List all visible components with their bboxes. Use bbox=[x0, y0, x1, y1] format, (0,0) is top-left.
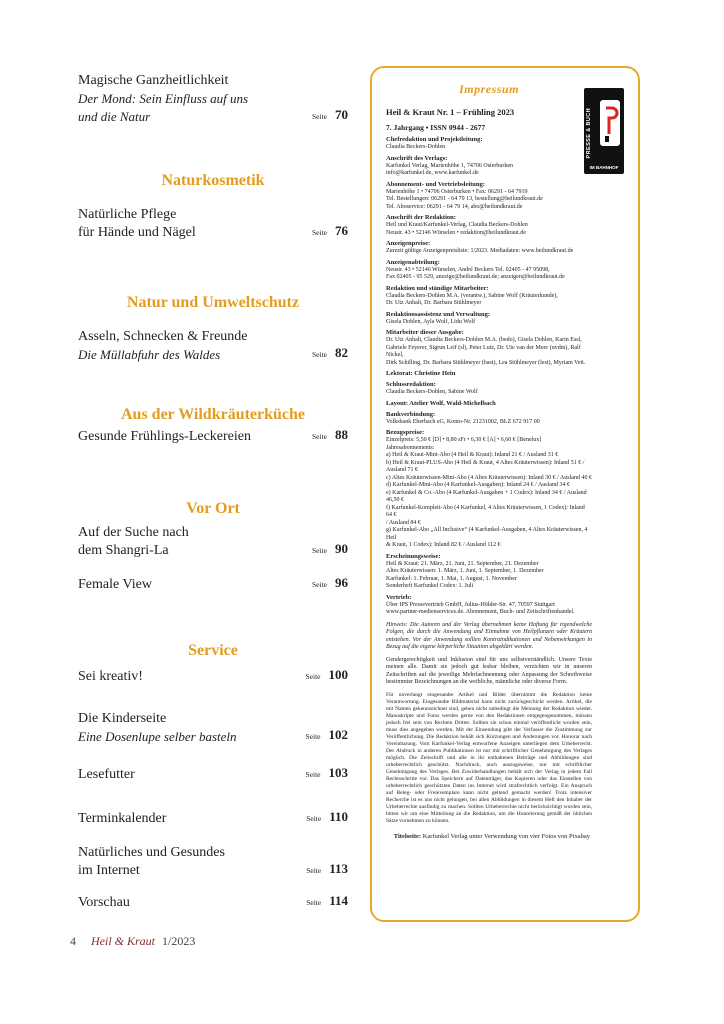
entry-subtitle: Eine Dosenlupe selber basteln bbox=[78, 729, 237, 744]
page-number: 88 bbox=[335, 427, 348, 442]
page-label: Seite bbox=[306, 866, 322, 875]
page-number: 82 bbox=[335, 345, 348, 360]
toc-entry[interactable] bbox=[78, 206, 348, 242]
page-reference bbox=[312, 222, 348, 242]
block-line: Heil & Kraut: 21. März, 21. Juni, 21. September, 21. Dezember bbox=[386, 560, 539, 567]
page-label: Seite bbox=[312, 432, 327, 441]
impressum-block bbox=[386, 181, 592, 212]
toc-entry[interactable] bbox=[78, 766, 348, 784]
section-heading: Vor Ort bbox=[186, 500, 240, 517]
entry-title: Terminkalender bbox=[78, 811, 167, 826]
impressum-block bbox=[386, 553, 592, 591]
page-label: Seite bbox=[312, 580, 327, 589]
block-line: Neustr. 43 • 52146 Würselen, André Beckers Tel. 02405 - 47 95098, bbox=[386, 266, 550, 273]
page-reference bbox=[312, 574, 348, 594]
gender-note: Gendergerechtigkeit und Inklusion sind für uns selbstverständlich. Unsere Texte meinen alle. Damit sie jedoch gut lesbar bleiben, verzichten wir in unseren Zeitschriften auf die jeweilige Mehrfachnennung oder Anpassung der Schreibweise bestimmter Bezeichnungen an die weibliche, männliche oder diverse Form. bbox=[386, 656, 592, 685]
block-line: g) Karfunkel-Abo „All Inclusive“ (4 Karfunkel-Ausgaben, 4 Altes Kräuterwissen, 4 Heil bbox=[386, 527, 588, 541]
entry-title: Auf der Suche nach bbox=[78, 525, 189, 540]
page-number: 114 bbox=[329, 893, 348, 908]
entry-title: Magische Ganzheitlichkeit bbox=[78, 73, 229, 88]
block-line: Jahresabonnements: bbox=[386, 444, 435, 451]
impressum-blocks bbox=[386, 136, 592, 617]
entry-title: Natürliches und Gesundes bbox=[78, 845, 225, 860]
logo-text: PRESSE & BUCH bbox=[586, 108, 592, 159]
impressum-block bbox=[386, 594, 592, 617]
impressum-block bbox=[386, 400, 592, 408]
block-line: Karfunkel: 1. Februar, 1. Mai, 1. August, 1. November bbox=[386, 575, 517, 582]
block-heading: Abonnement- und Vertriebsleitung: bbox=[386, 180, 485, 188]
logo-mark-icon bbox=[598, 98, 622, 148]
entry-subtitle: Die Müllabfuhr des Waldes bbox=[78, 347, 221, 362]
page-label: Seite bbox=[305, 732, 321, 741]
toc-entry[interactable] bbox=[78, 72, 348, 126]
year-line: 7. Jahrgang • ISSN 0944 - 2677 bbox=[386, 123, 486, 132]
page-number: 70 bbox=[335, 107, 348, 122]
page-label: Seite bbox=[312, 350, 327, 359]
toc-entry[interactable] bbox=[78, 710, 348, 746]
impressum-block bbox=[386, 136, 592, 152]
impressum-block bbox=[386, 311, 592, 327]
page-reference bbox=[306, 726, 349, 746]
block-line: Heil und Kraut/Karfunkel-Verlag, Claudia Beckers-Dohlen bbox=[386, 222, 528, 228]
page-number: 113 bbox=[329, 861, 348, 876]
page-number: 4 bbox=[70, 934, 76, 948]
page-footer bbox=[70, 934, 195, 949]
entry-title: Asseln, Schnecken & Freunde bbox=[78, 329, 248, 344]
impressum-block bbox=[386, 370, 592, 378]
disclaimer-note: Hinweis: Die Autoren und der Verlag übernehmen keine Haftung für irgendwelche Folgen, die durch die Anwendung und Einnahme von Heilpflanzen oder Kräutern entstehen. Vor der Anwendung sollten Kontraindikationen und Nebenwirkungen in Bezug auf die eigene körperliche Situation abgeklärt werden. bbox=[386, 621, 592, 650]
block-line: Altes Kräuterwissen: 1. März, 1. Juni, 1. September, 1. Dezember bbox=[386, 568, 544, 574]
block-line: Dirk Schilling, Dr. Barbara Stühlmeyer (bast), Lea Stühlmeyer (lest), Myriam Veit. bbox=[386, 359, 586, 366]
block-line: Tel. Bestellungen: 06291 - 64 79 13, bestellung@heilundkraut.de bbox=[386, 196, 543, 202]
page-reference bbox=[306, 860, 348, 880]
block-heading: Mitarbeiter dieser Ausgabe: bbox=[386, 329, 464, 336]
block-line: f) Karfunkel-Komplett-Abo (4 Karfunkel, 4 Altes Kräuterwissen, 1 Codex): Inland 64 € bbox=[386, 504, 585, 518]
block-line: Zurzeit gültige Anzeigenpreisliste: 1/2023. Mediadaten: www.heilundkraut.de bbox=[386, 248, 574, 254]
block-heading: Bezugspreise: bbox=[386, 429, 425, 436]
impressum-title: Impressum bbox=[459, 82, 519, 96]
block-line: & Kraut, 1 Codex): Inland 82 € / Ausland 112 € bbox=[386, 542, 501, 548]
block-line: d) Karfunkel-Mini-Abo (4 Karfunkel-Ausgaben): Inland 24 € / Ausland 34 € bbox=[386, 482, 570, 488]
block-line: Claudia Beckers-Dohlen, Sabine Wolf bbox=[386, 389, 478, 395]
block-line: c) Altes Kräuterwissen-Mini-Abo (4 Altes Kräuterwissen): Inland 30 € / Ausland 40 € bbox=[386, 474, 592, 481]
page-number: 103 bbox=[328, 765, 348, 780]
impressum-block bbox=[386, 429, 592, 550]
entry-title: dem Shangri-La bbox=[78, 543, 169, 558]
issue-line: Heil & Kraut Nr. 1 – Frühling 2023 bbox=[386, 107, 515, 117]
block-heading: Erscheinungsweise: bbox=[386, 552, 441, 560]
legal-note: Für unverlangt eingesandte Artikel und Bilder übernimmt die Redaktion keine Verantwortung. Eingesandte Bildmaterial kann nicht zurückgeschickt werden. Artikel, die mit Namen gekennzeichnet sind, geben nicht unbedingt die Meinung der Redaktion wieder. Manuskripte und Fotos werden gerne von den Redaktionen entgegengenommen, müssen jedoch frei sein von Rechten Dritter. Sollten sie schon einmal veröffentlicht worden sein, muss dies angegeben werden. Mit der Einsendung gibt der Verfasser die Zustimmung zur Veröffentlichung. Die Redaktion behält sich Kürzungen und Änderungen vor. Honorar nach Vereinbarung. Vom Karfunkel-Verlag entworfene Anzeigen unterliegen dem Urheberrecht. Der Abdruck in anderen Publikationen ist nur mit schriftlicher Genehmigung des Verlages möglich. Die Zeitschrift und alle in ihr enthaltenen Beiträge und Abbildungen sind urheberrechtlich geschützt. Nachdruck, auch auszugsweise, nur mit schriftlicher Genehmigung des Verlages. Bei Zuwiderhandlungen behält sich der Verlag in jedem Fall Rechtsschritte vor. Das Speichern auf Datenträger, das Kopieren oder das Einstellen von urheberrechtlich geschützten Daten ins Internet wird strafrechtlich verfolgt. Ein Anspruch auf Beleg- oder Freiexemplare kann nicht geltend gemacht werden! Trotz intensiver Recherche ist es uns nicht gelungen, bei allen Abbildungen in diesem Heft den Inhaber der Urheberrechte ausfindig zu machen. Sollten Urheberrechte nicht berücksichtigt worden sein, bitten wir um eine Mitteilung an die Redaktion, um die Honorierung gemäß der üblichen Sätze vornehmen zu können. bbox=[386, 691, 592, 824]
toc-entry[interactable] bbox=[78, 810, 348, 828]
block-heading: Layout: Atelier Wolf, Wald-Michelbach bbox=[386, 399, 496, 407]
entry-title: im Internet bbox=[78, 863, 140, 878]
block-line: e) Karfunkel & Co.-Abo (4 Karfunkel-Ausgaben + 1 Codex): Inland 34 € / Ausland 46,50 € bbox=[386, 489, 587, 503]
block-line: Tel. Aboservice: 06291 - 64 79 14, abo@heilundkraut.de bbox=[386, 203, 523, 210]
impressum-box bbox=[370, 66, 640, 922]
block-line: Volksbank Eberbach eG, Konto-Nr. 21231002, BLZ 672 917 00 bbox=[386, 418, 540, 425]
impressum-block bbox=[386, 329, 592, 367]
block-line: Dr. Utz Anhalt, Dr. Barbara Stühlmeyer bbox=[386, 300, 482, 306]
toc-entry[interactable] bbox=[78, 328, 348, 364]
block-line: a) Heil & Kraut-Mini-Abo (4 Heil & Kraut): Inland 21 € / Ausland 31 € bbox=[386, 452, 559, 458]
block-line: Claudia Beckers-Dohlen bbox=[386, 144, 446, 150]
block-heading: Anschrift des Verlags: bbox=[386, 154, 448, 162]
impressum-block bbox=[386, 214, 592, 237]
block-heading: Anzeigenpreise: bbox=[386, 240, 431, 247]
page-reference bbox=[312, 344, 348, 364]
cover-credit-label: Titelseite: bbox=[393, 832, 422, 840]
block-heading: Bankverbindung: bbox=[386, 410, 436, 418]
page-reference bbox=[306, 764, 349, 784]
entry-title: Vorschau bbox=[78, 895, 130, 910]
block-line: info@karfunkel.de, www.karfunkel.de bbox=[386, 170, 479, 176]
toc-entry[interactable] bbox=[78, 844, 348, 880]
toc-entry[interactable] bbox=[78, 524, 348, 560]
page-label: Seite bbox=[305, 672, 321, 681]
block-line: b) Heil & Kraut-PLUS-Abo (4 Heil & Kraut, 4 Altes Kräuterwissen): Inland 51 € / Ausland 71 € bbox=[386, 459, 585, 473]
entry-title: Natürliche Pflege bbox=[78, 207, 177, 222]
impressum-block bbox=[386, 155, 592, 178]
page-label: Seite bbox=[305, 770, 321, 779]
section-heading: Aus der Wildkräuterküche bbox=[120, 406, 306, 423]
block-line: / Ausland 84 € bbox=[386, 519, 421, 526]
block-line: Marienhöhe 1 • 74706 Osterburken • Fax: 06291 - 64 7919 bbox=[386, 188, 528, 195]
page-label: Seite bbox=[312, 546, 327, 555]
page-reference bbox=[306, 808, 348, 828]
section-heading: Natur und Umweltschutz bbox=[126, 294, 300, 311]
block-line: Dr. Utz Anhalt, Claudia Beckers-Dohlen M.A. (bedo), Gisela Dohlen, Karin Essl, bbox=[386, 337, 582, 343]
block-heading: Schlussredaktion: bbox=[386, 381, 436, 388]
block-heading: Vertrieb: bbox=[386, 593, 412, 601]
entry-title: Gesunde Frühlings-Leckereien bbox=[78, 429, 251, 444]
logo-subtext: IM BAHNHOF bbox=[589, 165, 619, 170]
page-number: 100 bbox=[328, 667, 348, 682]
impressum-block bbox=[386, 411, 592, 427]
toc-entry[interactable] bbox=[78, 668, 348, 686]
page-number: 102 bbox=[328, 727, 348, 742]
impressum-block bbox=[386, 285, 592, 308]
page-number: 90 bbox=[335, 541, 348, 556]
toc-entry[interactable] bbox=[78, 428, 348, 446]
block-heading: Redaktion und ständige Mitarbeiter: bbox=[386, 284, 489, 292]
block-line: Über IPS Pressevertrieb GmbH, Julius-Hölder-Str. 47, 70597 Stuttgart bbox=[386, 601, 555, 608]
block-line: Karfunkel Verlag, Marienhöhe 1, 74706 Osterburken bbox=[386, 162, 514, 169]
page-number: 76 bbox=[335, 223, 348, 238]
block-line: Neustr. 43 • 52146 Würselen • redaktion@heilundkraut.de bbox=[386, 229, 526, 236]
page-reference bbox=[312, 540, 348, 560]
entry-title: Die Kinderseite bbox=[78, 711, 167, 726]
page-reference bbox=[306, 892, 348, 912]
page-reference bbox=[306, 666, 349, 686]
entry-subtitle: und die Natur bbox=[78, 109, 151, 124]
toc-entry[interactable] bbox=[78, 894, 348, 912]
magazine-brand: Heil & Kraut bbox=[91, 934, 156, 948]
entry-title: für Hände und Nägel bbox=[78, 225, 196, 240]
cover-credit-text: Karfunkel Verlag unter Verwendung von vier Fotos von Pixabay bbox=[422, 832, 590, 840]
block-heading: Lektorat: Christine Hein bbox=[386, 370, 456, 377]
block-line: Einzelpreis: 5,50 € [D] • 8,80 sFr • 6,30 € [A] • 6,60 € [Benelux] bbox=[386, 437, 542, 443]
block-line: Sonderheft Karfunkel Codex: 1. Juli bbox=[386, 583, 474, 589]
block-heading: Anzeigenabteilung: bbox=[386, 258, 440, 266]
impressum-block bbox=[386, 381, 592, 397]
entry-subtitle: Der Mond: Sein Einfluss auf uns bbox=[78, 91, 249, 106]
block-line: Fax 02405 - 95 529, anzeige@heilundkraut.de; anzeigen@heilundkraut.de bbox=[386, 274, 565, 280]
page-label: Seite bbox=[312, 228, 327, 237]
page-reference bbox=[312, 426, 348, 446]
page-label: Seite bbox=[312, 112, 327, 121]
page-label: Seite bbox=[306, 814, 322, 823]
block-line: www.partner-medienservices.de. Abonnement, Buch- und Zeitschriftenhandel. bbox=[386, 609, 575, 615]
issue-number: 1/2023 bbox=[162, 934, 196, 948]
page-number: 110 bbox=[329, 809, 348, 824]
block-heading: Redaktionsassistenz und Verwaltung: bbox=[386, 310, 491, 318]
entry-title: Sei kreativ! bbox=[78, 669, 143, 684]
block-heading: Anschrift der Redaktion: bbox=[386, 214, 456, 221]
cover-credit bbox=[386, 833, 592, 840]
entry-title: Lesefutter bbox=[78, 767, 135, 782]
toc-entry[interactable] bbox=[78, 576, 348, 594]
block-line: Gabriele Feyerer, Sigrun Leif (sl), Peter Lutz, Dr. Ute van der Meer (uvdm), Ralf Nickel, bbox=[386, 344, 581, 358]
impressum-block bbox=[386, 259, 592, 282]
page-number: 96 bbox=[335, 575, 348, 590]
section-heading: Naturkosmetik bbox=[161, 172, 265, 189]
impressum-block bbox=[386, 240, 592, 256]
page-reference bbox=[312, 106, 348, 126]
section-heading: Service bbox=[188, 642, 238, 659]
page-label: Seite bbox=[306, 898, 322, 907]
impressum-content bbox=[386, 76, 592, 840]
block-line: Claudia Beckers-Dohlen M.A. (verantw.), Sabine Wolf (Kräuterkunde), bbox=[386, 292, 558, 299]
block-line: Gisela Dohlen, Ayla Wolf, Lidu Wolf bbox=[386, 318, 476, 325]
block-heading: Chefredaktion und Projektleitung: bbox=[386, 136, 483, 143]
entry-title: Female View bbox=[78, 577, 152, 592]
